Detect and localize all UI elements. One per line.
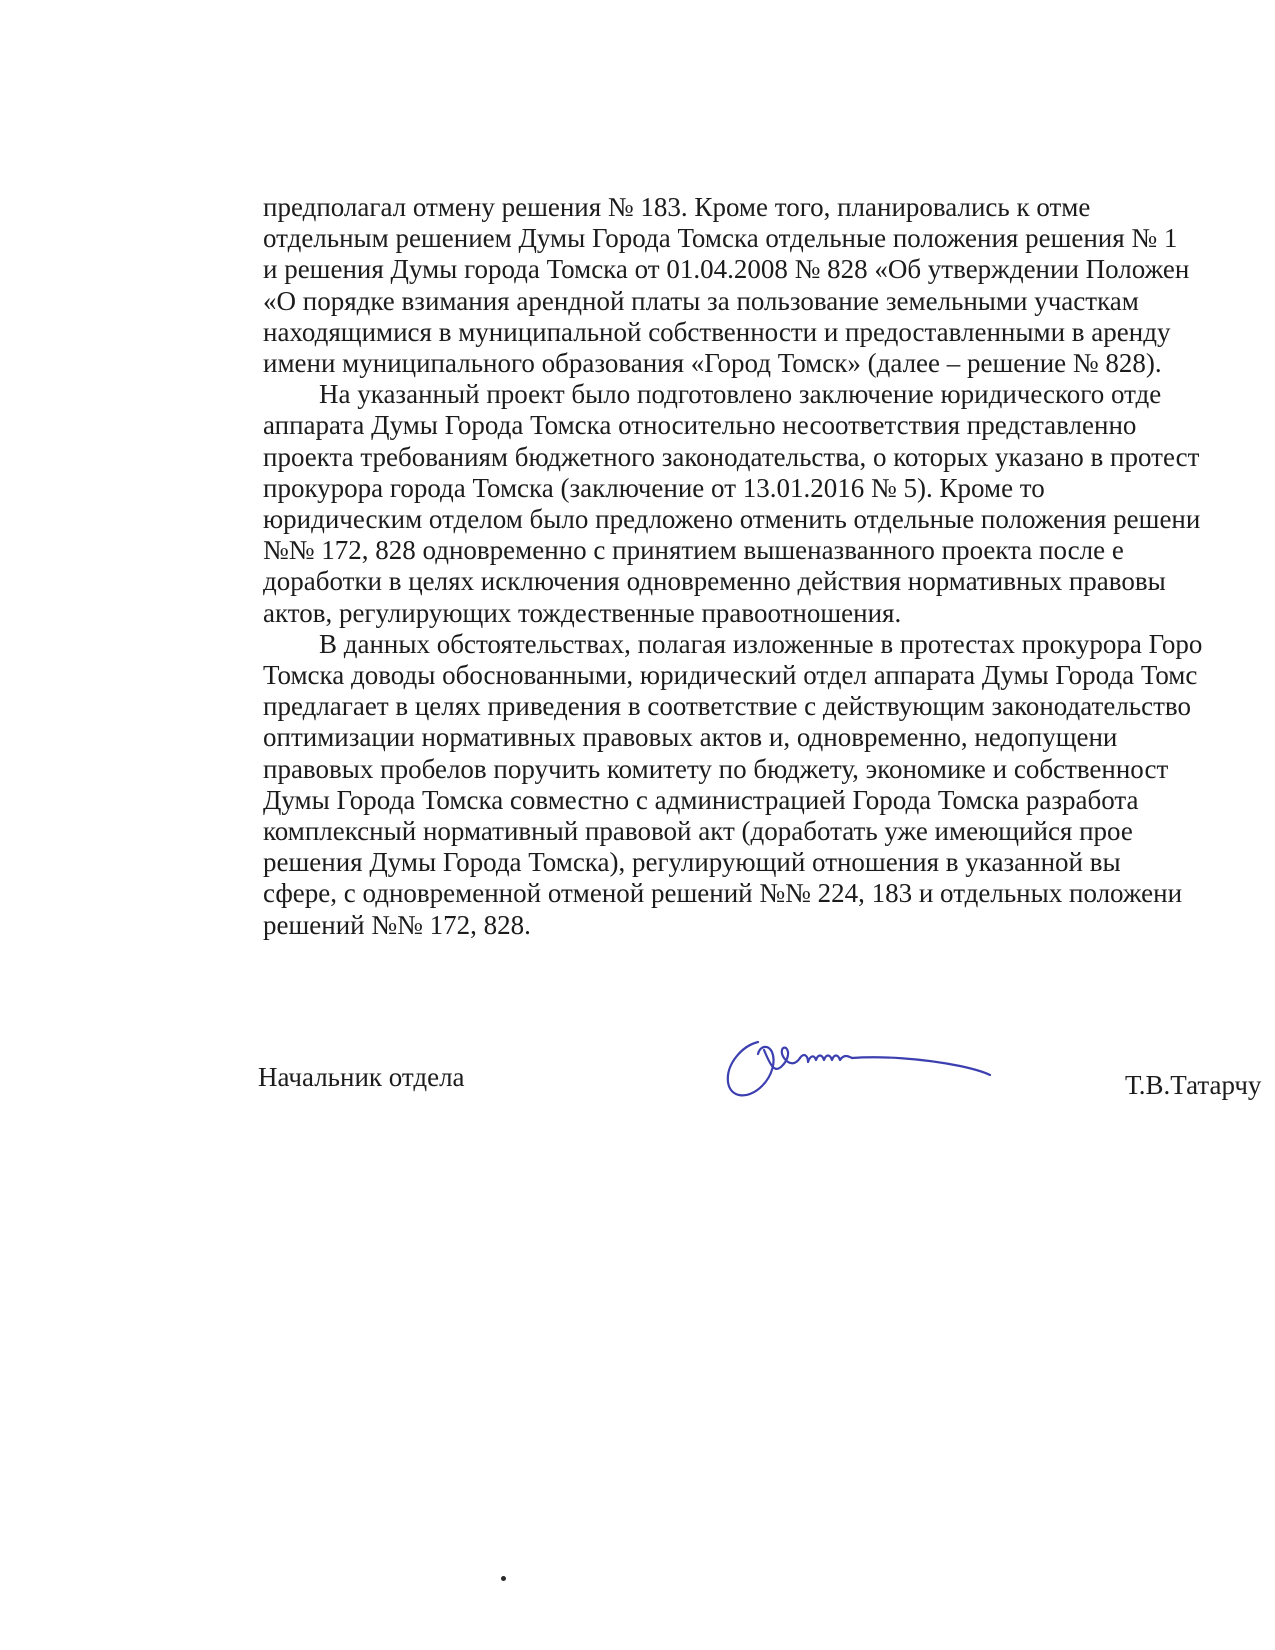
text-line: На указанный проект было подготовлено заключение юридического отде (319, 379, 1162, 410)
signature-block (0, 1050, 1275, 1130)
text-line: комплексный нормативный правовой акт (доработать уже имеющийся прое (263, 816, 1133, 847)
text-line: решения Думы Города Томска), регулирующий отношения в указанной вы (263, 847, 1121, 878)
text-line: юридическим отделом было предложено отменить отдельные положения решени (263, 504, 1201, 535)
text-line: предполагал отмену решения № 183. Кроме того, планировались к отме (263, 192, 1091, 222)
text-line: имени муниципального образования «Город Томск» (далее – решение № 828). (263, 348, 1162, 379)
text-line: правовых пробелов поручить комитету по бюджету, экономике и собственност (263, 753, 1169, 784)
text-line: «О порядке взимания арендной платы за пользование земельными участкам (263, 285, 1139, 316)
text-line: аппарата Думы Города Томска относительно несоответствия представленно (263, 410, 1137, 441)
text-line: находящимися в муниципальной собственности и предоставленными в аренду (263, 316, 1171, 347)
text-line: В данных обстоятельствах, полагая изложенные в протестах прокурора Горо (319, 628, 1203, 659)
text-line: №№ 172, 828 одновременно с принятием вышеназванного проекта после е (263, 535, 1124, 566)
text-line: проекта требованиям бюджетного законодательства, о которых указано в протест (263, 441, 1200, 472)
text-line: прокурора города Томска (заключение от 13.01.2016 № 5). Кроме то (263, 472, 1045, 503)
text-line: Томска доводы обоснованными, юридический отдел аппарата Думы Города Томс (263, 660, 1198, 691)
text-line: отдельным решением Думы Города Томска отдельные положения решения № 1 (263, 223, 1178, 254)
text-line: Думы Города Томска совместно с администрацией Города Томска разработа (263, 784, 1139, 815)
text-line: и решения Думы города Томска от 01.04.2008 № 828 «Об утверждении Положен (263, 254, 1190, 285)
text-line: решений №№ 172, 828. (263, 909, 531, 940)
handwritten-signature (720, 1022, 1010, 1112)
signer-name: Т.В.Татарчу (1125, 1070, 1262, 1100)
speck-mark (501, 1576, 506, 1581)
position-title: Начальник отдела (258, 1062, 465, 1092)
text-line: доработки в целях исключения одновременно действия нормативных правовы (263, 566, 1166, 597)
text-line: предлагает в целях приведения в соответствие с действующим законодательство (263, 691, 1191, 722)
text-line: сфере, с одновременной отменой решений №№ 224, 183 и отдельных положени (263, 878, 1183, 909)
memo-body (263, 192, 1275, 941)
text-line: актов, регулирующих тождественные правоотношения. (263, 597, 902, 628)
text-line: оптимизации нормативных правовых актов и, одновременно, недопущени (263, 722, 1118, 753)
